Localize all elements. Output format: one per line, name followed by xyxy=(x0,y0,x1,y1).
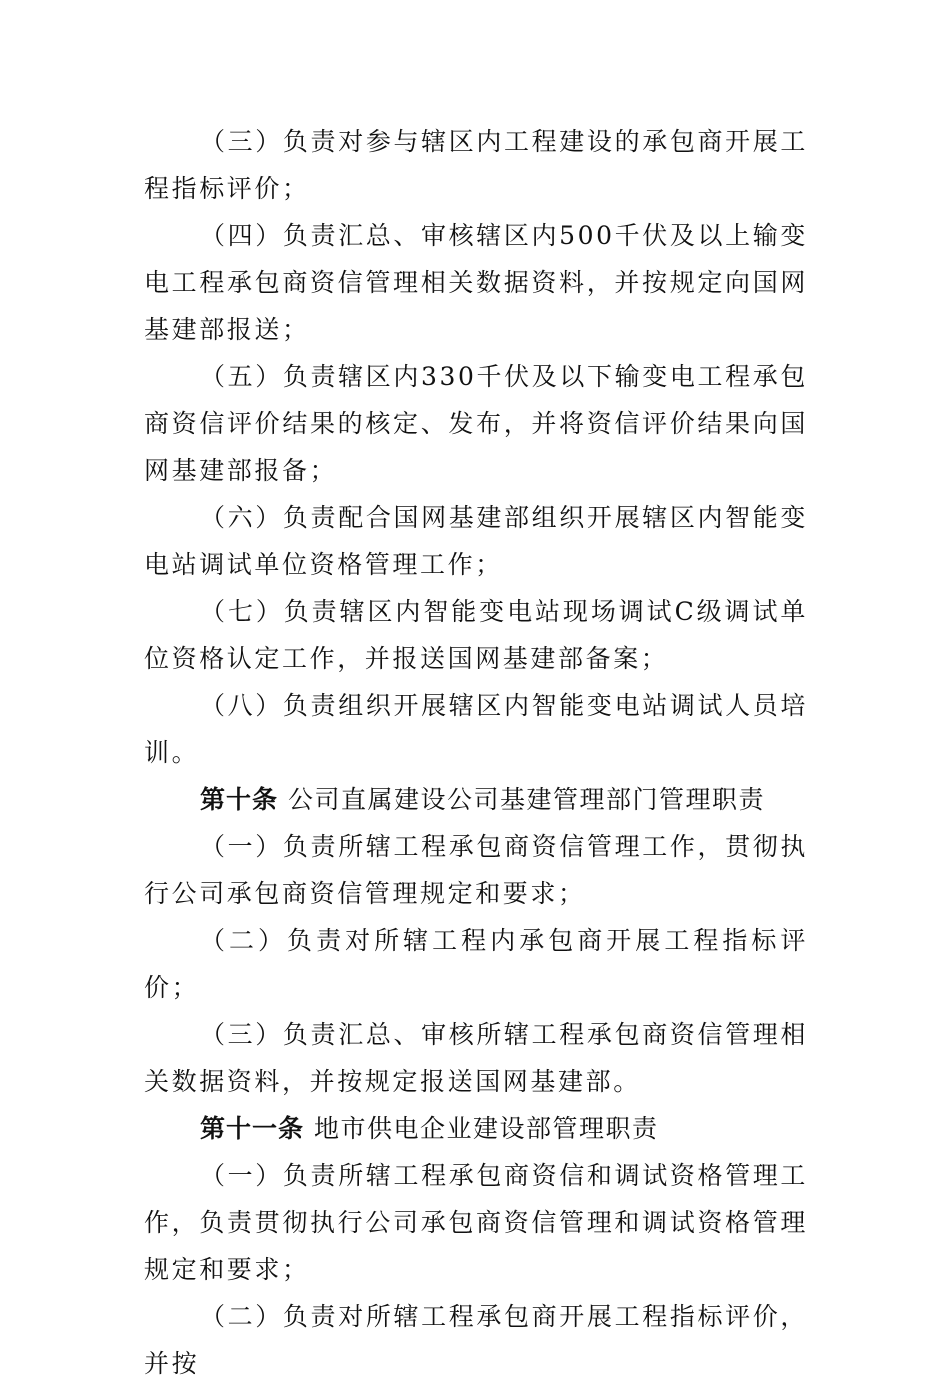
article-title: 地市供电企业建设部管理职责 xyxy=(314,1114,659,1143)
clause-paragraph: （一）负责所辖工程承包商资信管理工作，贯彻执行公司承包商资信管理规定和要求； xyxy=(144,832,808,908)
clause-paragraph: （八）负责组织开展辖区内智能变电站调试人员培训。 xyxy=(144,691,808,767)
clause-paragraph: （五）负责辖区内330千伏及以下输变电工程承包商资信评价结果的核定、发布，并将资信评价结果向国网基建部报备； xyxy=(144,362,808,485)
clause-paragraph: （三）负责汇总、审核所辖工程承包商资信管理相关数据资料，并按规定报送国网基建部。 xyxy=(144,1020,808,1096)
clause-paragraph: （七）负责辖区内智能变电站现场调试C级调试单位资格认定工作，并报送国网基建部备案； xyxy=(144,597,808,673)
clause-paragraph: （一）负责所辖工程承包商资信和调试资格管理工作，负责贯彻执行公司承包商资信管理和调试资格管理规定和要求； xyxy=(144,1161,808,1284)
article-heading xyxy=(144,1105,808,1152)
clause-paragraph: （六）负责配合国网基建部组织开展辖区内智能变电站调试单位资格管理工作； xyxy=(144,503,808,579)
article-number: 第十一条 xyxy=(200,1114,305,1143)
document-body xyxy=(144,118,808,1387)
clause-paragraph: （三）负责对参与辖区内工程建设的承包商开展工程指标评价； xyxy=(144,127,808,203)
article-title: 公司直属建设公司基建管理部门管理职责 xyxy=(288,785,766,814)
article-number: 第十条 xyxy=(200,785,279,814)
clause-paragraph: （二）负责对所辖工程内承包商开展工程指标评价； xyxy=(144,926,808,1002)
clause-paragraph: （四）负责汇总、审核辖区内500千伏及以上输变电工程承包商资信管理相关数据资料，并按规定向国网基建部报送； xyxy=(144,221,808,344)
article-heading xyxy=(144,776,808,823)
clause-paragraph: （二）负责对所辖工程承包商开展工程指标评价，并按 xyxy=(144,1302,808,1378)
